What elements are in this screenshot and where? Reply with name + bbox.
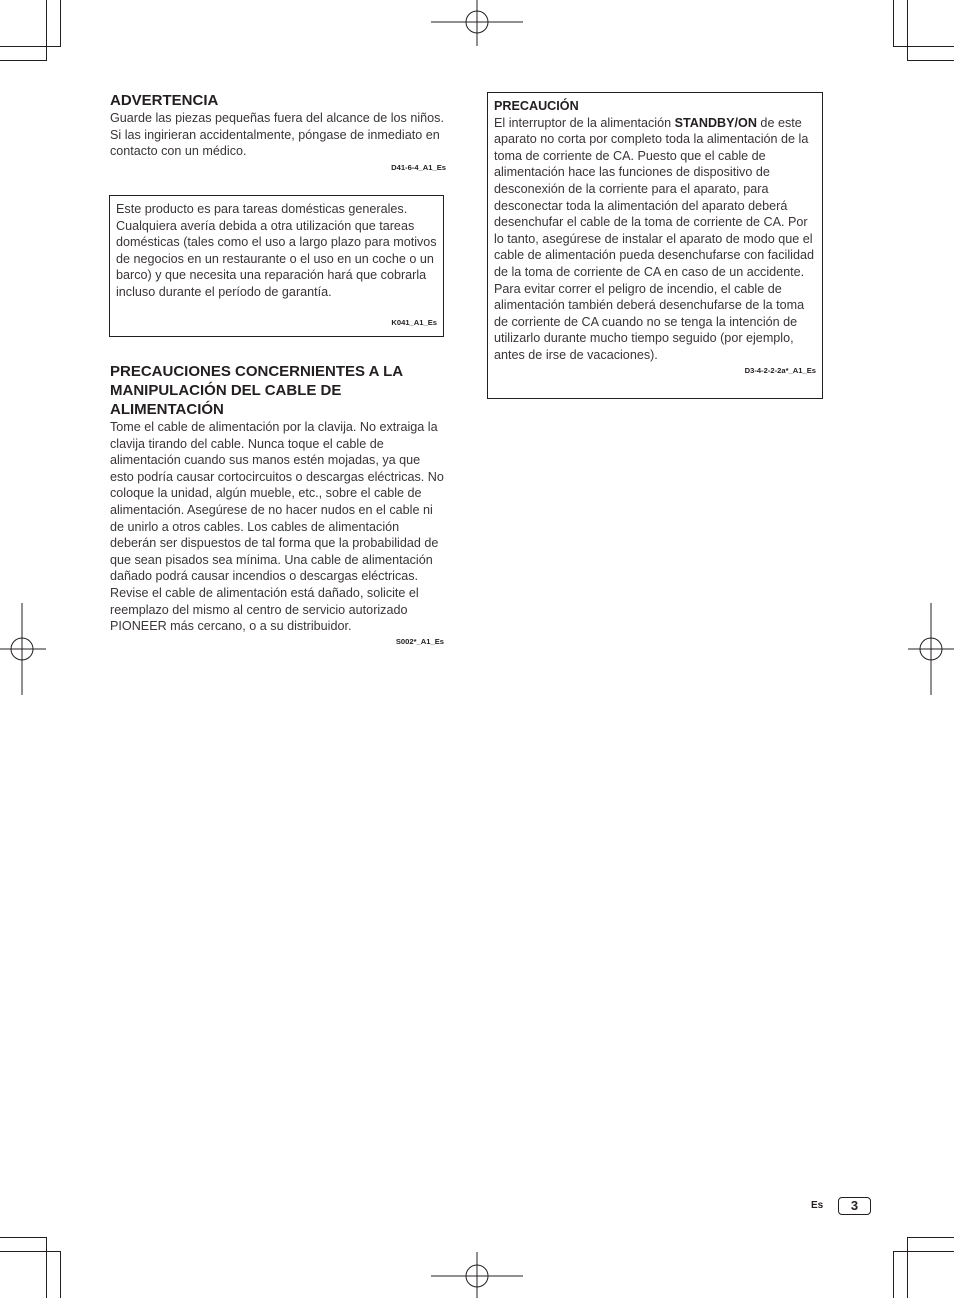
power-cable-section <box>110 362 446 646</box>
advertencia-title: ADVERTENCIA <box>110 92 219 109</box>
registration-mark-bottom <box>431 1252 523 1298</box>
crop-mark <box>893 0 894 47</box>
crop-mark <box>0 46 61 47</box>
crop-mark <box>0 60 47 61</box>
domestic-use-notice-code: K041_A1_Es <box>391 318 437 327</box>
crop-mark <box>907 1237 908 1298</box>
registration-mark-left <box>0 603 46 695</box>
crop-mark <box>893 1251 954 1252</box>
domestic-use-notice-box <box>109 195 444 337</box>
page-number: 3 <box>838 1197 871 1215</box>
domestic-use-notice-body: Este producto es para tareas domésticas generales. Cualquiera avería debida a otra utilización que tareas domésticas (tales como el uso a largo plazo para motivos de negocios en un restaurante o el uso en un coche o un barco) y que necesita una reparación hará que cobrarla incluso durante el período de garantía. <box>116 202 437 299</box>
crop-mark <box>46 1237 47 1298</box>
crop-mark <box>907 60 954 61</box>
crop-mark <box>46 0 47 61</box>
crop-mark <box>907 1237 954 1238</box>
precaucion-code: D3-4-2-2-2a*_A1_Es <box>744 365 816 375</box>
crop-mark <box>893 46 954 47</box>
standby-on-label: STANDBY/ON <box>674 115 757 130</box>
registration-mark-right <box>908 603 954 695</box>
precaucion-box <box>487 92 823 399</box>
registration-mark-top <box>431 0 523 46</box>
precaucion-body <box>494 115 816 364</box>
crop-mark <box>907 0 908 61</box>
crop-mark <box>60 0 61 47</box>
crop-mark <box>60 1251 61 1298</box>
advertencia-section <box>110 91 446 172</box>
precaucion-title: PRECAUCIÓN <box>494 99 579 113</box>
language-label: Es <box>811 1200 824 1211</box>
precaucion-body-start: El interruptor de la alimentación <box>494 115 675 130</box>
advertencia-body: Guarde las piezas pequeñas fuera del alcance de los niños. Si las ingirieran accidentalmente, póngase de inmediato en contacto con un médico. <box>110 111 444 159</box>
advertencia-code: D41-6-4_A1_Es <box>391 162 446 172</box>
crop-mark <box>0 1251 61 1252</box>
crop-mark <box>893 1251 894 1298</box>
crop-mark <box>0 1237 47 1238</box>
power-cable-title: PRECAUCIONES CONCERNIENTES A LA MANIPULACIÓN DEL CABLE DE ALIMENTACIÓN <box>110 363 403 418</box>
power-cable-body: Tome el cable de alimentación por la clavija. No extraiga la clavija tirando del cable. Nunca toque el cable de alimentación cuando sus manos estén mojadas, ya que esto podría causar cortocircuitos o descargas eléctricas. No coloque la unidad, algún mueble, etc., sobre el cable de alimentación. Asegúrese de no hacer nudos en el cable ni de unirlo a otros cables. Los cables de alimentación deberán ser dispuestos de tal forma que la probabilidad de que sean pisados sea mínima. Una cable de alimentación dañado podrá causar incendios o descargas eléctricas. Revise el cable de alimentación está dañado, solicite el reemplazo del mismo al centro de servicio autorizado PIONEER más cercano, o a su distribuidor. <box>110 420 444 634</box>
precaucion-body-rest: de este aparato no corta por completo toda la alimentación de la toma de corriente de CA. Puesto que el cable de alimentación hace las funciones de dispositivo de desconexión de la corriente para el aparato, para desconectar toda la alimentación del aparato deberá desenchufar el cable de la toma de corriente de CA. Por lo tanto, asegúrese de instalar el aparato de modo que el cable de alimentación pueda desenchufarse con facilidad de la toma de corriente de CA en caso de un accidente. Para evitar correr el peligro de incendio, el cable de alimentación también deberá desenchufarse de la toma de corriente de CA cuando no se tenga la intención de utilizarlo durante mucho tiempo seguido (por ejemplo, antes de irse de vacaciones). <box>494 115 814 362</box>
power-cable-code: S002*_A1_Es <box>395 636 444 646</box>
